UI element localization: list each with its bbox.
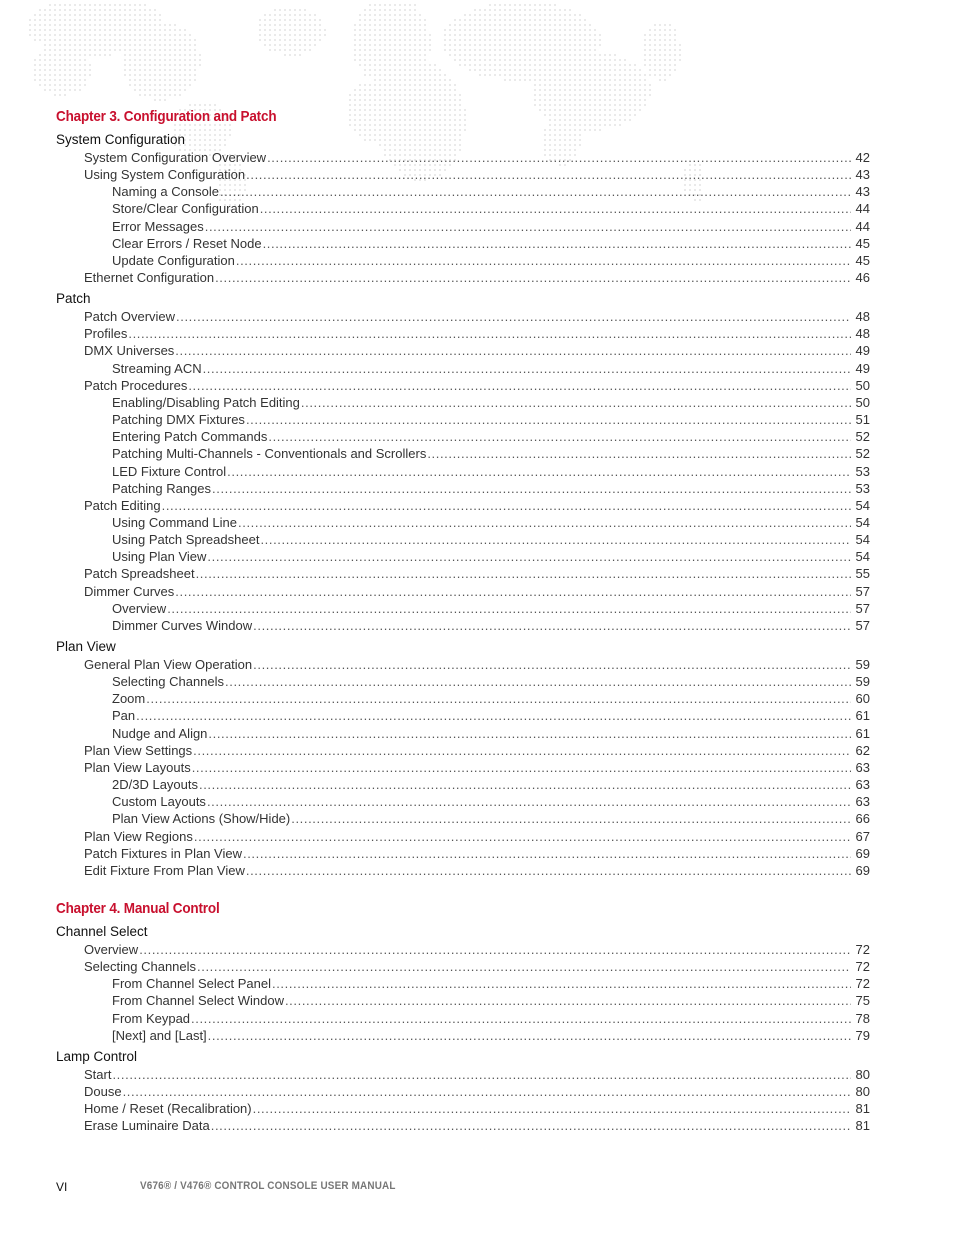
- toc-entry-page: 63: [855, 794, 870, 809]
- toc-entry[interactable]: [112, 480, 870, 497]
- toc-entry[interactable]: [84, 1117, 870, 1134]
- toc-entry-title: Home / Reset (Recalibration): [84, 1101, 252, 1116]
- toc-entry[interactable]: [112, 252, 870, 269]
- dot-leader: [146, 690, 851, 707]
- toc-entry-page: 79: [855, 1028, 870, 1043]
- toc-entry-title: DMX Universes: [84, 343, 175, 358]
- dot-leader: [197, 958, 851, 975]
- toc-entry-title: [Next] and [Last]: [112, 1028, 207, 1043]
- toc-entry-page: 55: [855, 566, 870, 581]
- toc-entry-page: 49: [855, 361, 870, 376]
- toc-entry[interactable]: [112, 394, 870, 411]
- toc-entry-page: 54: [855, 515, 870, 530]
- dot-leader: [193, 742, 851, 759]
- toc-entry-page: 53: [855, 464, 870, 479]
- toc-entry-title: 2D/3D Layouts: [112, 777, 198, 792]
- dot-leader: [427, 445, 851, 462]
- toc-entry-page: 61: [855, 726, 870, 741]
- toc-entry-title: From Channel Select Panel: [112, 976, 271, 991]
- toc-entry-page: 69: [855, 846, 870, 861]
- toc-entry-page: 57: [855, 601, 870, 616]
- dot-leader: [225, 673, 851, 690]
- toc-entry-page: 44: [855, 219, 870, 234]
- toc-entry[interactable]: [112, 673, 870, 690]
- toc-entry-page: 52: [855, 446, 870, 461]
- section-heading: Plan View: [56, 639, 116, 655]
- dot-leader: [196, 565, 851, 582]
- dot-leader: [139, 941, 851, 958]
- toc-entry[interactable]: [112, 1027, 870, 1044]
- toc-entry-title: Ethernet Configuration: [84, 270, 215, 285]
- toc-entry[interactable]: [84, 325, 870, 342]
- toc-entry-title: Store/Clear Configuration: [112, 201, 259, 216]
- toc-entry-page: 45: [855, 253, 870, 268]
- toc-entry[interactable]: [112, 200, 870, 217]
- toc-entry[interactable]: [112, 548, 870, 565]
- toc-entry[interactable]: [112, 218, 870, 235]
- dot-leader: [208, 1027, 851, 1044]
- toc-entry[interactable]: [84, 269, 870, 286]
- toc-entry[interactable]: [112, 617, 870, 634]
- dot-leader: [211, 1117, 851, 1134]
- dot-leader: [246, 166, 851, 183]
- toc-entry-title: Using Command Line: [112, 515, 238, 530]
- toc-entry[interactable]: [84, 862, 870, 879]
- dot-leader: [227, 463, 851, 480]
- toc-entry[interactable]: [112, 810, 870, 827]
- toc-entry-title: Start: [84, 1067, 112, 1082]
- toc-entry[interactable]: [84, 958, 870, 975]
- toc-entry-page: 63: [855, 760, 870, 775]
- toc-entry-title: From Channel Select Window: [112, 993, 284, 1008]
- toc-entry-page: 66: [855, 811, 870, 826]
- dot-leader: [246, 862, 851, 879]
- toc-entry-title: Plan View Layouts: [84, 760, 191, 775]
- toc-entry[interactable]: [84, 759, 870, 776]
- dot-leader: [112, 1066, 851, 1083]
- toc-entry-page: 81: [855, 1101, 870, 1116]
- toc-entry[interactable]: [112, 725, 870, 742]
- footer-manual-title: V676® / V476® CONTROL CONSOLE USER MANUAL: [140, 1180, 396, 1192]
- dot-leader: [238, 514, 851, 531]
- toc-entry[interactable]: [112, 411, 870, 428]
- toc-entry-title: Patching Multi-Channels - Conventionals and Scrollers: [112, 446, 427, 461]
- toc-entry-page: 60: [855, 691, 870, 706]
- page-footer: [56, 1178, 916, 1194]
- toc-entry[interactable]: [112, 793, 870, 810]
- dot-leader: [176, 308, 851, 325]
- dot-leader: [246, 411, 851, 428]
- toc-entry[interactable]: [84, 845, 870, 862]
- toc-entry[interactable]: [84, 149, 870, 166]
- dot-leader: [243, 845, 851, 862]
- dot-leader: [301, 394, 851, 411]
- dot-leader: [291, 810, 851, 827]
- dot-leader: [215, 269, 851, 286]
- dot-leader: [192, 759, 851, 776]
- toc-entry-page: 44: [855, 201, 870, 216]
- dot-leader: [253, 1100, 851, 1117]
- toc-entry[interactable]: [112, 428, 870, 445]
- toc-entry-page: 59: [855, 657, 870, 672]
- toc-entry[interactable]: [112, 776, 870, 793]
- toc-entry-page: 43: [855, 184, 870, 199]
- toc-entry-page: 72: [855, 942, 870, 957]
- toc-entry-title: Edit Fixture From Plan View: [84, 863, 245, 878]
- toc-entry-title: Using Plan View: [112, 549, 207, 564]
- chapter-heading: Chapter 4. Manual Control: [56, 900, 220, 917]
- toc-entry-title: Plan View Actions (Show/Hide): [112, 811, 291, 826]
- dot-leader: [136, 707, 851, 724]
- toc-entry-title: Zoom: [112, 691, 146, 706]
- toc-entry-title: Pan: [112, 708, 136, 723]
- toc-entry-title: Patch Procedures: [84, 378, 188, 393]
- toc-entry-page: 54: [855, 498, 870, 513]
- toc-entry[interactable]: [112, 463, 870, 480]
- toc-entry-page: 46: [855, 270, 870, 285]
- dot-leader: [191, 1010, 851, 1027]
- toc-entry-title: Patch Editing: [84, 498, 161, 513]
- dot-leader: [260, 531, 851, 548]
- toc-entry-title: Nudge and Align: [112, 726, 208, 741]
- toc-entry[interactable]: [84, 497, 870, 514]
- dot-leader: [236, 252, 851, 269]
- toc-entry-title: Clear Errors / Reset Node: [112, 236, 262, 251]
- dot-leader: [267, 149, 851, 166]
- toc-entry[interactable]: [112, 600, 870, 617]
- toc-entry[interactable]: [84, 565, 870, 582]
- dot-leader: [167, 600, 851, 617]
- toc-entry-page: 57: [855, 618, 870, 633]
- toc-entry-page: 59: [855, 674, 870, 689]
- dot-leader: [253, 656, 851, 673]
- toc-entry-page: 54: [855, 532, 870, 547]
- toc-entry-page: 80: [855, 1067, 870, 1082]
- toc-entry-page: 45: [855, 236, 870, 251]
- toc-entry[interactable]: [112, 531, 870, 548]
- toc-entry[interactable]: [84, 828, 870, 845]
- chapter-heading: Chapter 3. Configuration and Patch: [56, 108, 277, 125]
- section-heading: Channel Select: [56, 924, 148, 939]
- footer-page-number: VI: [56, 1180, 68, 1194]
- toc-entry-title: Overview: [84, 942, 139, 957]
- dot-leader: [128, 325, 851, 342]
- toc-entry[interactable]: [84, 377, 870, 394]
- toc-entry[interactable]: [112, 992, 870, 1009]
- toc-entry[interactable]: [112, 445, 870, 462]
- dot-leader: [175, 342, 851, 359]
- toc-entry-page: 67: [855, 829, 870, 844]
- toc-entry-title: System Configuration Overview: [84, 150, 267, 165]
- toc-entry-page: 51: [855, 412, 870, 427]
- toc-entry-page: 62: [855, 743, 870, 758]
- dot-leader: [208, 725, 851, 742]
- toc-entry-page: 57: [855, 584, 870, 599]
- toc-entry-page: 78: [855, 1011, 870, 1026]
- toc-entry-page: 43: [855, 167, 870, 182]
- dot-leader: [260, 200, 851, 217]
- section-heading: Patch: [56, 291, 91, 307]
- toc-entry-title: Using Patch Spreadsheet: [112, 532, 260, 547]
- toc-entry-page: 81: [855, 1118, 870, 1133]
- toc-entry[interactable]: [84, 656, 870, 673]
- toc-entry[interactable]: [112, 514, 870, 531]
- dot-leader: [272, 975, 851, 992]
- dot-leader: [175, 583, 851, 600]
- dot-leader: [162, 497, 851, 514]
- toc-entry-title: Entering Patch Commands: [112, 429, 268, 444]
- toc-entry[interactable]: [84, 1083, 870, 1100]
- toc-entry[interactable]: [84, 166, 870, 183]
- toc-entry-title: Patch Spreadsheet: [84, 566, 195, 581]
- toc-entry-title: Error Messages: [112, 219, 204, 234]
- toc-entry[interactable]: [112, 235, 870, 252]
- toc-entry-title: Patch Fixtures in Plan View: [84, 846, 242, 861]
- toc-entry-page: 48: [855, 309, 870, 324]
- toc-entry-title: Dimmer Curves: [84, 584, 175, 599]
- toc-entry-title: Patching DMX Fixtures: [112, 412, 245, 427]
- toc-entry[interactable]: [84, 342, 870, 359]
- toc-entry-page: 80: [855, 1084, 870, 1099]
- toc-entry-title: LED Fixture Control: [112, 464, 227, 479]
- dot-leader: [285, 992, 851, 1009]
- toc-entry-page: 61: [855, 708, 870, 723]
- toc-entry-title: General Plan View Operation: [84, 657, 253, 672]
- dot-leader: [220, 183, 851, 200]
- toc-entry[interactable]: [84, 308, 870, 325]
- dot-leader: [199, 776, 851, 793]
- toc-entry[interactable]: [84, 941, 870, 958]
- dot-leader: [203, 360, 851, 377]
- toc-entry-title: Selecting Channels: [84, 959, 197, 974]
- toc-entry-title: Custom Layouts: [112, 794, 206, 809]
- toc-entry-title: Douse: [84, 1084, 122, 1099]
- dot-leader: [205, 218, 851, 235]
- toc-entry[interactable]: [84, 583, 870, 600]
- toc-entry[interactable]: [112, 975, 870, 992]
- toc-entry-page: 63: [855, 777, 870, 792]
- toc-entry-page: 50: [855, 378, 870, 393]
- toc-entry[interactable]: [112, 183, 870, 200]
- toc-entry[interactable]: [84, 1100, 870, 1117]
- toc-entry-title: Streaming ACN: [112, 361, 202, 376]
- toc-entry-page: 52: [855, 429, 870, 444]
- section-heading: Lamp Control: [56, 1048, 138, 1064]
- toc-entry-page: 48: [855, 326, 870, 341]
- dot-leader: [123, 1083, 851, 1100]
- toc-entry-title: Selecting Channels: [112, 674, 225, 689]
- dot-leader: [207, 548, 851, 565]
- toc-entry[interactable]: [112, 360, 870, 377]
- toc-entry-title: Patch Overview: [84, 309, 176, 324]
- toc-entry-page: 42: [855, 150, 870, 165]
- toc-entry-page: 54: [855, 549, 870, 564]
- dot-leader: [194, 828, 851, 845]
- dot-leader: [253, 617, 851, 634]
- toc-entry[interactable]: [84, 742, 870, 759]
- toc-entry-page: 69: [855, 863, 870, 878]
- dot-leader: [188, 377, 851, 394]
- dot-leader: [268, 428, 851, 445]
- toc-entry-title: Patching Ranges: [112, 481, 212, 496]
- toc-entry-title: Using System Configuration: [84, 167, 246, 182]
- dot-leader: [263, 235, 851, 252]
- toc-entry-title: Enabling/Disabling Patch Editing: [112, 395, 300, 410]
- toc-entry-page: 72: [855, 976, 870, 991]
- toc-entry-title: Erase Luminaire Data: [84, 1118, 210, 1133]
- toc-entry-title: Dimmer Curves Window: [112, 618, 253, 633]
- toc-entry-title: Overview: [112, 601, 167, 616]
- toc-entry-title: Update Configuration: [112, 253, 235, 268]
- section-heading: System Configuration: [56, 132, 186, 147]
- toc-entry-title: Plan View Settings: [84, 743, 193, 758]
- toc-entry-title: Profiles: [84, 326, 128, 341]
- toc-entry-page: 75: [855, 993, 870, 1008]
- toc-entry[interactable]: [112, 690, 870, 707]
- toc-entry[interactable]: [112, 707, 870, 724]
- dot-leader: [207, 793, 851, 810]
- dot-leader: [212, 480, 851, 497]
- toc-entry-title: Naming a Console: [112, 184, 219, 199]
- toc-entry[interactable]: [112, 1010, 870, 1027]
- toc-entry-title: From Keypad: [112, 1011, 191, 1026]
- toc-entry-title: Plan View Regions: [84, 829, 193, 844]
- toc-entry[interactable]: [84, 1066, 870, 1083]
- toc-entry-page: 49: [855, 343, 870, 358]
- toc-entry-page: 72: [855, 959, 870, 974]
- toc-entry-page: 53: [855, 481, 870, 496]
- toc-entry-page: 50: [855, 395, 870, 410]
